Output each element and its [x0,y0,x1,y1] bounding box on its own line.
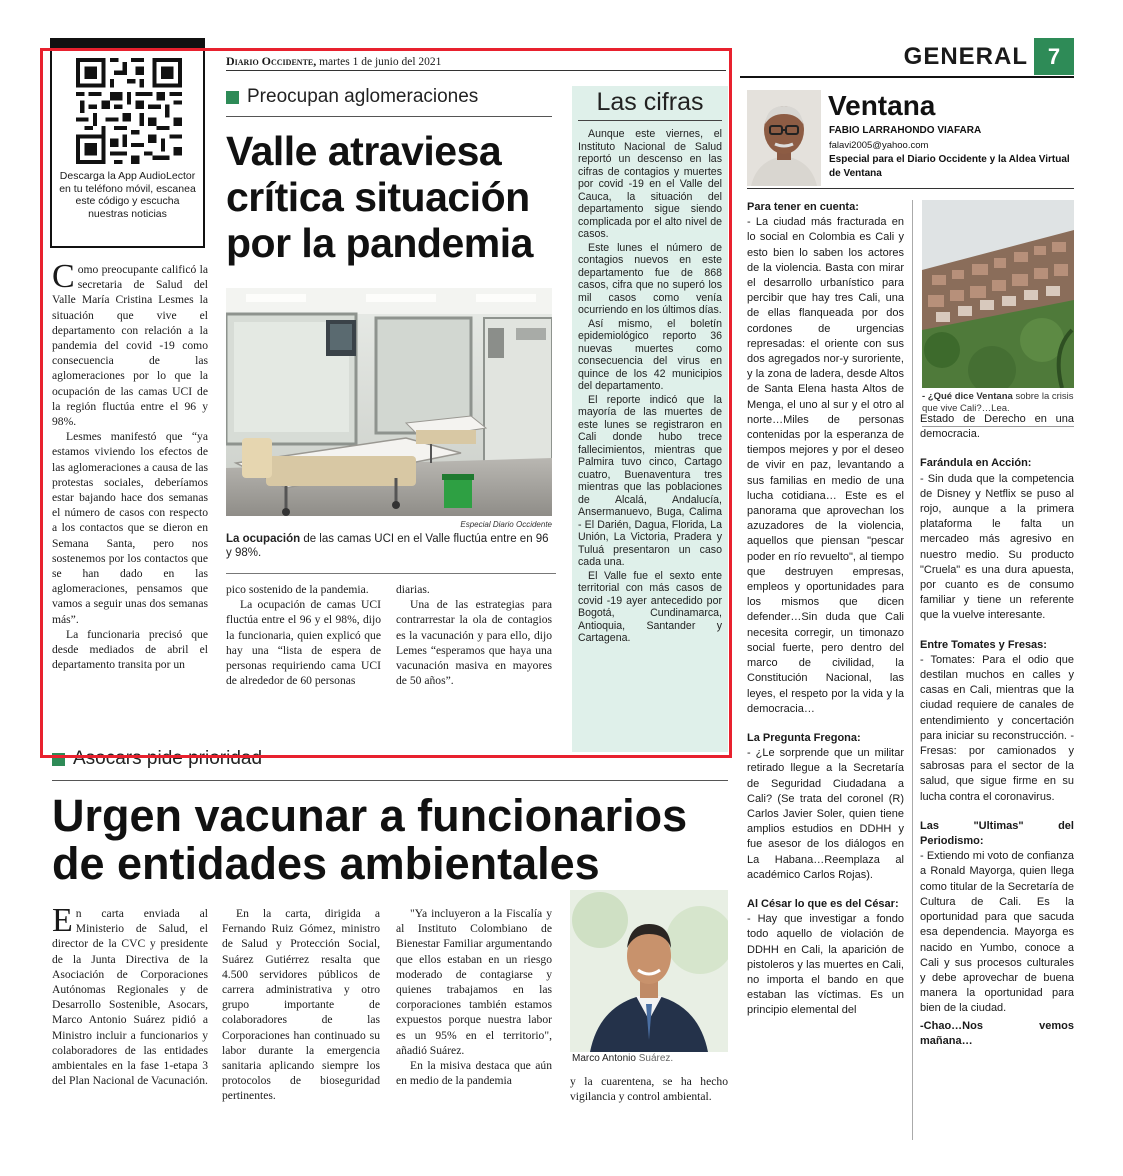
hospital-photo [226,288,552,516]
caption-lead: - ¿Qué dice Ventana [922,391,1013,402]
caption-lead: La ocupación [226,533,301,545]
section-header [880,38,1074,75]
cifras-p4: El reporte indicó que la mayoría de las muertes de este lunes se registraron en Cali donde hubo trece fallecimientos, mientras que Palmira tuvo cinco, Cartago cuatro, Buenaventura tres mientras que las poblaciones de Alcalá, Andalucía, Ansermanuevo, Buga, Calima - El Darién, Dagua, Florida, La Unión, La Victoria, Pradera y Tuluá presentaron un caso cada una. [578,393,722,568]
ventana-signoff: -Chao…Nos vemos mañana… [920,1019,1074,1047]
article2-column-1 [52,902,208,1088]
article2-col4-text: y la cuarentena, se ha hecho vigilancia y control ambiental. [570,1075,728,1104]
article1-kicker [226,86,556,108]
paper-name: Diario Occidente, [226,54,317,68]
hillside-photo [922,200,1074,388]
ventana-subhead: Farándula en Acción: [920,457,1032,470]
article1-col2-p2: La ocupación de camas UCI fluctúa entre el 96 y el 98%, dijo la funcionaria, quien explicó que hay una “lista de espera de personas requiriendo cama UCI de alrededor de 60 personas [226,598,381,688]
ventana-paragraph: - Extiendo mi voto de confianza a Ronald Mayorga, quien llega como titular de la Secretaría de Cultura de Cali. Es la oportunidad para que sacuda esa dependencia. Mayorga es nacido en Yumbo, conoce a Cali y sus procesos culturales y debe aprovechar de buena manera la oportunidad para bien de la ciudad. [920,850,1074,1015]
cifras-p5: El Valle fue el sexto ente territorial con más casos de covid -19 ayer antecedido por Bogotá, Cundinamarca, Antioquia, Santander y Cartagena. [578,569,722,644]
ventana-subhead: Las "Ultimas" del Periodismo: [920,819,1074,848]
dropcap: E [52,902,73,939]
kicker-rule [226,116,552,117]
las-cifras-sidebar [572,86,728,752]
photo-caption [226,532,556,560]
dropcap: C [52,258,75,295]
article1-column-1 [52,258,208,672]
article2-headline: Urgen vacunar a funcionarios de entidades ambientales [52,790,688,889]
article2-column-2 [222,906,380,1104]
section-name: GENERAL [903,42,1028,70]
article1-p3: La funcionaria precisó que desde mediados de abril el departamento transita por un [52,627,208,672]
suarez-photo-caption [572,1053,730,1064]
ventana-column-2 [920,412,1074,1049]
kicker-square-icon [226,91,239,104]
ventana-subhead: Al César lo que es del César: [747,897,899,910]
issue-date: martes 1 de junio del 2021 [316,56,442,68]
ventana-paragraph: - Sin duda que la competencia de Disney y Netflix se puso al rojo, aunque a la primera plataforma le falta un mercadeo más agresivo en nuestro medio. Su producto "Cruela" es una dura apuesta, por cuanto es de consumo familiar y tiene un referente que la vuelve interesante. [920,472,1074,622]
cifras-title: Las cifras [596,88,704,116]
article1-lead [52,258,208,429]
ventana-subhead: Entre Tomates y Fresas: [920,638,1047,651]
article1-col2-p1: pico sostenido de la pandemia. [226,583,369,596]
caption-last: Suárez. [635,1053,674,1064]
dateline [226,54,726,69]
ventana-paragraph: - ¿Le sorprende que un militar retirado llegue a la Secretaría de Seguridad Ciudadana a Cali? (Se trata del coronel (R) Carlos Javier Soler, quien tiene amplios estudios en DDHH y fue asesor de los diálogos en La Habana…Reemplaza al académico Carlos Rojas). [747,747,904,881]
ventana-paragraph: - Tomates: Para el odio que destilan muchos en calles y casas en Cali, mientras que la ciudad requiere de canales de entendimiento y concertación para iniciar su reconstrucción. - Fresas: por camionados y sabrosas para el sector de la salud, que sigue firme en su lucha contra el coronavirus. [920,653,1074,803]
qr-code-icon[interactable] [76,58,182,164]
cifras-body [578,128,722,646]
article1-p2: Lesmes manifestó que “ya estamos viviendo los efectos de las aglomeraciones a causa de las protestas sociales, deberíamos estar bajando hace dos semanas el número de casos con respecto a los contactos que se dieron en Semana Santa, pero nos sostenemos por los contactos que se han dado en las aglomeraciones, pensamos que vamos a seguir unas dos semanas más”. [52,430,208,626]
article1-col3-p2: Una de las estrategias para contrarrestar la ola de contagios es la vacunación y para ello, dijo Lemes “esperamos que haya una vacunación masiva en mayores de 50 años”. [396,598,552,688]
article2-column-3 [396,906,552,1088]
photo-credit: Especial Diario Occidente [460,520,552,529]
ventana-rule [747,188,1074,189]
columnist-portrait [747,90,821,186]
article2-kicker [52,748,732,770]
kicker-rule [52,780,728,781]
kicker-square-icon [52,753,65,766]
caption-rule [226,573,556,574]
dateline-rule [226,70,726,71]
article2-col3-p1: "Ya incluyeron a la Fiscalía y al Instituto Colombiano de Bienestar Familiar argumentando que ellos estaban en un riesgo moderado de contagiarse y quienes trabajamos en las corporaciones también estamos expuestos porque nuestra labor es un 95% en el territorio", añadió Suárez. [396,907,552,1057]
article1-column-3 [396,582,552,688]
article1-col3-p1: diarias. [396,583,430,596]
article2-column-4 [570,1074,728,1104]
caption-text: de las camas UCI en el Valle fluctúa entre en 96 y 98%. [226,533,549,559]
ventana-title: Ventana [828,90,936,121]
article1-column-2 [226,582,381,688]
suarez-photo [570,890,728,1052]
article1-headline: Valle atraviesa crítica situación por la pandemia [226,128,533,266]
cifras-p3: Así mismo, el boletín epidemiológico reporto 36 nuevas muertes como consecuencia del virus en quince de los 42 municipios del departamento. [578,317,722,392]
article2-col2-text: En la carta, dirigida a Fernando Ruiz Gómez, ministro de Salud y Protección Social, Suárez Gutiérrez resalta que 4.500 servidores públicos de carrera administrativa y otro grupo importante de colaboradores de las Corporaciones han continuado su labor durante la emergencia sanitaria aplicando siempre los protocolos de bioseguridad pertinentes. [222,907,380,1103]
page-number: 7 [1034,38,1074,75]
ventana-column-1 [747,200,904,1019]
cifras-p1: Aunque este viernes, el Instituto Nacional de Salud reportó un descenso en las cifras de contagios y muertes por covid -19 en el Valle del Cauca, la situación del departamento sigue siendo complicada por el alto nivel de casos. [578,128,722,240]
top-black-bar [50,38,205,48]
qr-caption: Descarga la App AudioLector en tu teléfono móvil, escanea este código y escucha nuestras noticias [59,170,196,220]
cifras-rule [578,120,722,121]
article2-col3-p2: En la misiva destaca que aún en medio de la pandemia [396,1059,552,1088]
ventana-paragraph: - La ciudad más fracturada en lo social en Colombia es Cali y esto bien lo saben los actores de la violencia. Basta con mirar el desarrollo urbanístico para percibir que hay tres Cali, una de ellas flanqueada por dos cordones de urgencias represadas: el oriente con sus dos agregados nor-y suroriente, y la zona de ladera, desde Altos de Santa Elena hasta Altos de Menga, el uno al sur y el otro al norte…Miles de personas contenidas por la esperanza de tiempos mejores y por el deseo de vivir en paz, levantando a sus familias en medio de una lucha cotidiana… Este es el panorama que aprovechan los azuzadores de la violencia, aquellos que piensan "pescar poder en río revuelto", al tiempo que destruyen empresas, empleos y oportunidades para los mismos que dicen defender…Sin duda que Cali necesita corregir, un timonazo social fuerte, pero dentro del marco de civilidad, la Constitución Nacional, las leyes, el respeto por la vida y la democracia… [747,216,904,715]
lead-text: omo preocupante calificó la secretaria de Salud del Valle María Cristina Lesmes la situación que vive el departamento con relación a la pandemia del covid -19 como consecuencia de las aglomeraciones por lo que la ocupación de las camas UCI de la región fluctúa entre el 96 y 98%. [52,263,208,429]
caption-first: Marco Antonio [572,1053,636,1064]
ventana-paragraph: - Hay que investigar a fondo todo aquello de violación de DDHH en Cali, la aparición de pistoleros y las muertes en Cali, no importa el bando en que estaban las víctimas. Es un principio elemental del [747,913,904,1017]
article2-col1-text: n carta enviada al Ministerio de Salud, el director de la CVC y presidente de la Junta Directiva de la Asociación de Corporaciones Autónomas Regionales y de Desarrollo Sostenible, Asocars, Marco Antonio Suárez pidió a Ministro incluir a funcionarios y colaboradores de las entidades ambientales en la fase 1-etapa 3 del Plan Nacional de Vacunación. [52,907,208,1088]
kicker-text: Preocupan aglomeraciones [247,86,479,107]
ventana-subhead: La Pregunta Fregona: [747,731,861,744]
cifras-p2: Este lunes el número de contagios nuevos en este departamento fue de 868 casos, cifra que no superó los mil casos como venía ocurriendo en los últimos días. [578,241,722,316]
ventana-special-note: Especial para el Diario Occidente y la Aldea Virtual de Ventana [829,154,1070,179]
ventana-subhead: Para tener en cuenta: [747,201,859,213]
caption-text: sobre la crisis que vive Cali?…Lea. [922,391,1074,414]
kicker-text: Asocars pide prioridad [73,748,263,769]
ventana-author: FABIO LARRAHONDO VIAFARA [829,125,982,136]
ventana-email[interactable]: falavi2005@yahoo.com [829,140,929,151]
section-rule [740,76,1074,78]
audiolector-promo [50,48,205,248]
ventana-paragraph: Estado de Derecho en una democracia. [920,413,1074,441]
column-divider [912,200,913,1140]
